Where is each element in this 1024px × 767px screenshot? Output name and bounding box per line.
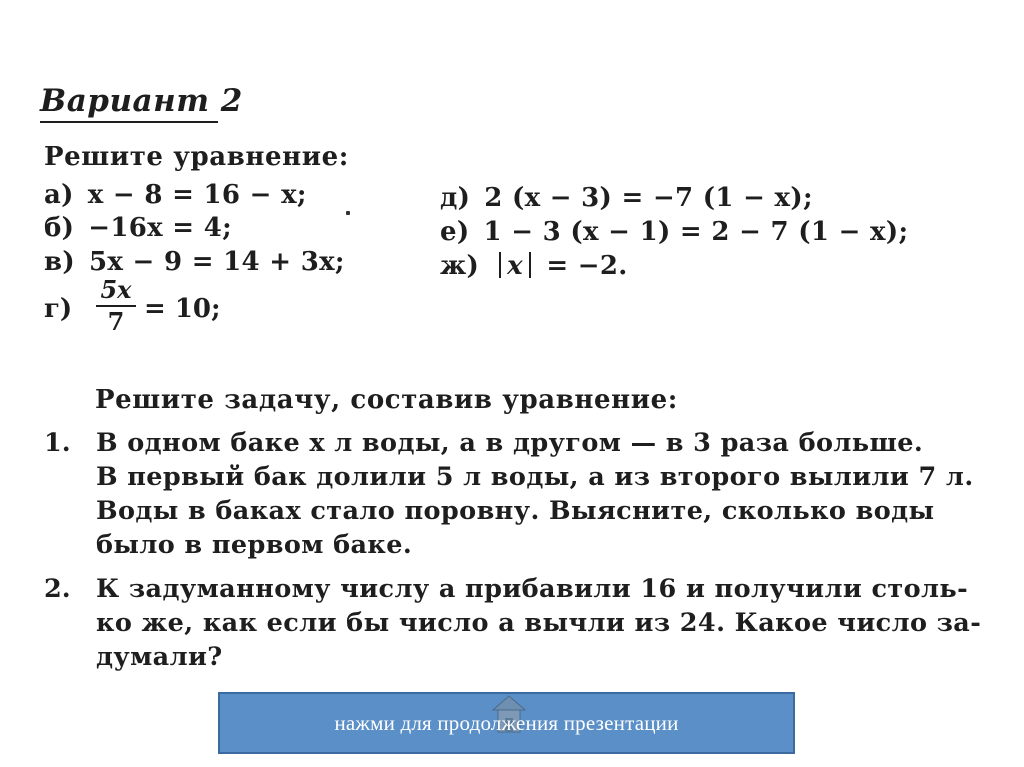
fraction — [96, 276, 136, 336]
problem-line: Воды в баках стало поровну. Выясните, сколько воды — [96, 496, 935, 526]
equation-expr: 5x − 9 = 14 + 3x; — [88, 247, 345, 277]
equation-label: ж) — [440, 251, 480, 281]
abs-bar-left — [499, 252, 501, 278]
equation-b — [44, 213, 232, 243]
equation-label: б) — [44, 213, 75, 243]
equation-v — [44, 247, 345, 277]
equation-label: д) — [440, 183, 471, 213]
abs-bar-right — [529, 252, 531, 278]
equation-expr: x − 8 = 16 − x; — [87, 180, 307, 210]
equation-label: г) — [44, 294, 73, 324]
section1-heading: Решите уравнение: — [44, 142, 349, 172]
equation-label: а) — [44, 180, 74, 210]
problem-number: 2. — [44, 574, 71, 604]
variant-title: Вариант 2 — [40, 83, 243, 119]
abs-rest: = −2. — [546, 251, 628, 281]
problem-line: думали? — [96, 642, 223, 672]
equation-label: е) — [440, 217, 470, 247]
section2-heading: Решите задачу, составив уравнение: — [95, 385, 679, 415]
problem-line: было в первом баке. — [96, 530, 413, 560]
fraction-rest: = 10; — [144, 294, 221, 324]
fraction-numerator: 5x — [100, 275, 132, 304]
equation-expr: 1 − 3 (x − 1) = 2 − 7 (1 − x); — [483, 217, 909, 247]
problem-line: В первый бак долили 5 л воды, а из второго вылили 7 л. — [96, 462, 974, 492]
problem-line: ко же, как если бы число a вычли из 24. Какое число за- — [96, 608, 982, 638]
equation-expr: −16x = 4; — [88, 213, 232, 243]
abs-variable: x — [507, 251, 523, 281]
fraction-denominator: 7 — [107, 307, 125, 336]
problem-line: К задуманному числу a прибавили 16 и получили столь- — [96, 574, 969, 604]
problem-line: В одном баке x л воды, а в другом — в 3 раза больше. — [96, 428, 924, 458]
equation-label: в) — [44, 247, 75, 277]
variant-underline — [40, 121, 218, 123]
equation-d — [440, 183, 813, 213]
continue-label: нажми для продолжения презентации — [334, 711, 679, 735]
scan-speck — [346, 211, 350, 215]
equation-a — [44, 180, 307, 210]
continue-presentation-button[interactable] — [218, 692, 795, 754]
problem-number: 1. — [44, 428, 71, 458]
equation-e — [440, 217, 908, 247]
equation-zh — [440, 251, 628, 281]
equation-expr: 2 (x − 3) = −7 (1 − x); — [484, 183, 813, 213]
